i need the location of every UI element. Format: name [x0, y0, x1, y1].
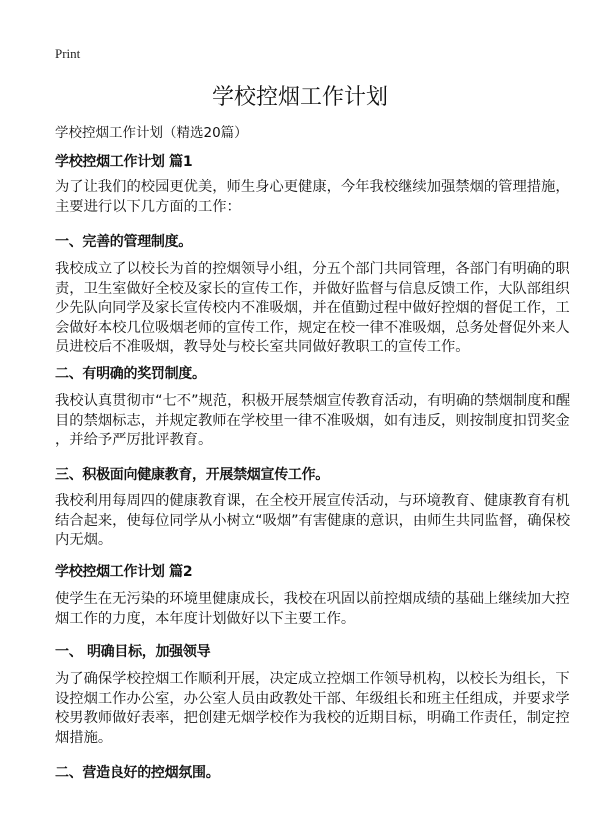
section-heading: 二、有明确的奖罚制度。: [55, 366, 206, 382]
paragraph: [55, 590, 570, 629]
print-link[interactable]: Print: [55, 46, 81, 61]
paragraph: [55, 178, 570, 217]
paragraph-line: 为了确保学校控烟工作顺利开展，决定成立控烟工作领导机构，以校长为组长，下: [55, 671, 570, 687]
paragraph-line: ，并给予严厉批评教育。: [55, 432, 213, 449]
paragraph-line: 设控烟工作办公室，办公室人员由政教处干部、年级组长和班主任组成，并要求学: [55, 690, 570, 707]
paragraph-line: 校男教师做好表率，把创建无烟学校作为我校的近期目标，明确工作责任，制定控: [55, 710, 570, 727]
document-subtitle: 学校控烟工作计划（精选20篇）: [55, 125, 248, 141]
paragraph-line: 烟措施。: [55, 729, 113, 746]
paragraph-line: 我校认真贯彻市“七不”规范，积极开展禁烟宣传教育活动，有明确的禁烟制度和醒: [55, 393, 571, 409]
paragraph-line: 员进校后不准吸烟，教导处与校长室共同做好教职工的宣传工作。: [55, 339, 470, 356]
paragraph: [55, 670, 570, 748]
paragraph-line: 烟工作的力度，本年度计划做好以下主要工作。: [55, 610, 356, 627]
section-heading: 学校控烟工作计划 篇1: [55, 154, 193, 170]
section-heading: 二、营造良好的控烟氛围。: [55, 765, 220, 781]
paragraph-line: 使学生在无污染的环境里健康成长，我校在巩固以前控烟成绩的基础上继续加大控: [55, 591, 570, 607]
paragraph-line: 为了让我们的校园更优美，师生身心更健康，今年我校继续加强禁烟的管理措施，: [55, 179, 570, 195]
page-title: 学校控烟工作计划: [211, 85, 388, 110]
paragraph: [55, 260, 570, 358]
section-heading: 学校控烟工作计划 篇2: [55, 564, 193, 580]
paragraph: [55, 392, 571, 451]
paragraph-line: 我校成立了以校长为首的控烟领导小组，分五个部门共同管理，各部门有明确的职: [55, 261, 570, 277]
paragraph-line: 我校利用每周四的健康教育课，在全校开展宣传活动，与环境教育、健康教育有机: [55, 493, 570, 509]
paragraph-line: 目的禁烟标志，并规定教师在学校里一律不准吸烟，如有违反，则按制度扣罚奖金: [55, 412, 570, 429]
section-heading: 三、积极面向健康教育，开展禁烟宣传工作。: [55, 467, 329, 483]
section-heading: 一、完善的管理制度。: [55, 234, 192, 250]
paragraph-line: 结合起来，使每位同学从小树立“吸烟”有害健康的意识，由师生共同监督，确保校: [55, 512, 571, 529]
paragraph-line: 主要进行以下几方面的工作：: [55, 198, 241, 215]
paragraph-line: 会做好本校几位吸烟老师的宣传工作，规定在校一律不准吸烟，总务处督促外来人: [55, 319, 570, 336]
paragraph: [55, 492, 571, 551]
paragraph-line: 内无烟。: [55, 532, 113, 549]
section-heading: 一、 明确目标，加强领导: [55, 644, 211, 660]
paragraph-line: 少先队向同学及家长宣传校内不准吸烟，并在值勤过程中做好控烟的督促工作，工: [55, 300, 570, 317]
paragraph-line: 责，卫生室做好全校及家长的宣传工作，并做好监督与信息反馈工作，大队部组织: [55, 280, 570, 297]
